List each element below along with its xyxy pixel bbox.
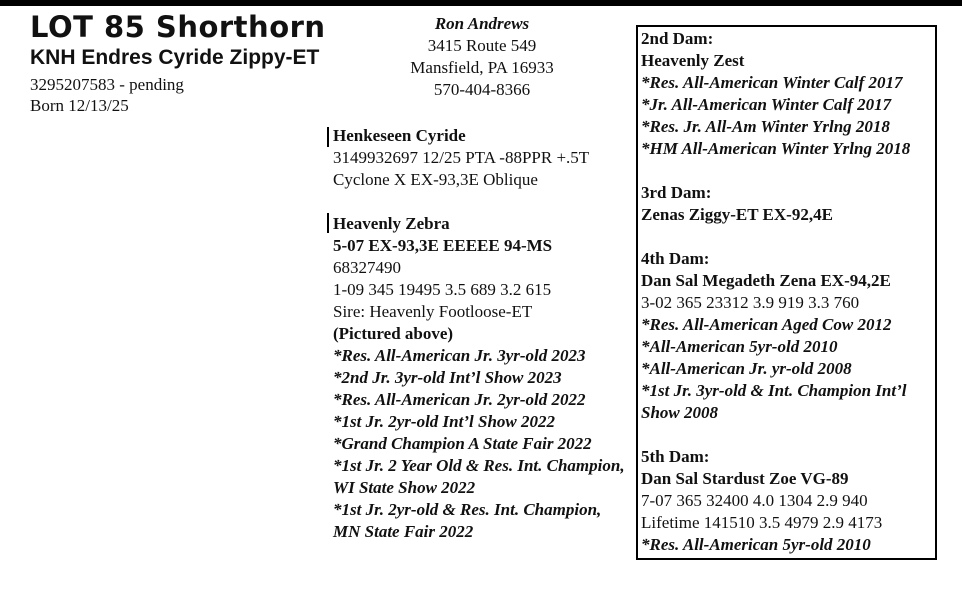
fourth-dam-honor: *All-American 5yr-old 2010 — [641, 337, 838, 356]
dam-record: 1-09 345 19495 3.5 689 3.2 615 — [333, 280, 552, 299]
second-dam-honor: *Jr. All-American Winter Calf 2017 — [641, 95, 892, 114]
dam-block — [333, 213, 628, 543]
consignor-name: Ron Andrews — [434, 14, 530, 33]
third-dam-heading: 3rd Dam: — [641, 183, 712, 202]
dam-sire: Sire: Heavenly Footloose-ET — [333, 302, 533, 321]
pedigree-bracket-sire — [327, 127, 329, 147]
fourth-dam-name: Dan Sal Megadeth Zena EX-94,2E — [641, 271, 891, 290]
fourth-dam-heading: 4th Dam: — [641, 249, 710, 268]
consignor-address-line2: Mansfield, PA 16933 — [410, 58, 554, 77]
spacer — [641, 160, 931, 182]
fifth-dam-heading: 5th Dam: — [641, 447, 710, 466]
second-dam-honor: *Res. Jr. All-Am Winter Yrlng 2018 — [641, 117, 890, 136]
second-dam-honor: *Res. All-American Winter Calf 2017 — [641, 73, 903, 92]
dam-honor: *1st Jr. 2yr-old & Res. Int. Champion, MN State Fair 2022 — [333, 500, 602, 541]
dam-honor: *1st Jr. 2yr-old Int’l Show 2022 — [333, 412, 555, 431]
top-rule — [0, 0, 962, 6]
sire-pedigree: Cyclone X EX-93,3E Oblique — [333, 170, 538, 189]
fifth-dam-record: 7-07 365 32400 4.0 1304 2.9 940 — [641, 491, 868, 510]
dam-honor: *Grand Champion A State Fair 2022 — [333, 434, 592, 453]
animal-name: KNH Endres Cyride Zippy-ET — [30, 46, 320, 69]
fourth-dam-honor: *1st Jr. 3yr-old & Int. Champion Int’l Show 2008 — [641, 381, 907, 422]
fourth-dam-honor: *All-American Jr. yr-old 2008 — [641, 359, 852, 378]
second-dam-name: Heavenly Zest — [641, 51, 745, 70]
dam-name: Heavenly Zebra — [333, 214, 450, 233]
birth-date: Born 12/13/25 — [30, 96, 129, 115]
fifth-dam-lifetime: Lifetime 141510 3.5 4979 2.9 4173 — [641, 513, 883, 532]
sire-info: 3149932697 12/25 PTA -88PPR +.5T — [333, 148, 590, 167]
fourth-dam-record: 3-02 365 23312 3.9 919 3.3 760 — [641, 293, 860, 312]
fifth-dam-name: Dan Sal Stardust Zoe VG-89 — [641, 469, 849, 488]
lot-title: LOT 85 Shorthorn — [30, 10, 326, 44]
fourth-dam-honor: *Res. All-American Aged Cow 2012 — [641, 315, 892, 334]
spacer — [641, 226, 931, 248]
dam-pictured-note: (Pictured above) — [333, 324, 454, 343]
consignor-phone: 570-404-8366 — [433, 80, 531, 99]
dam-honor: *1st Jr. 2 Year Old & Res. Int. Champion, WI State Show 2022 — [333, 456, 625, 497]
consignor-address-line1: 3415 Route 549 — [427, 36, 537, 55]
dam-honor: *2nd Jr. 3yr-old Int’l Show 2023 — [333, 368, 562, 387]
maternal-pedigree-content — [641, 28, 931, 556]
second-dam-honor: *HM All-American Winter Yrlng 2018 — [641, 139, 911, 158]
consignor-block — [382, 13, 582, 101]
registration-number: 3295207583 - pending — [30, 75, 184, 94]
dam-honor: *Res. All-American Jr. 2yr-old 2022 — [333, 390, 586, 409]
dam-classification: 5-07 EX-93,3E EEEEE 94-MS — [333, 236, 553, 255]
sire-name: Henkeseen Cyride — [333, 126, 466, 145]
pedigree-bracket-dam — [327, 213, 329, 233]
third-dam-name: Zenas Ziggy-ET EX-92,4E — [641, 205, 833, 224]
dam-honor: *Res. All-American Jr. 3yr-old 2023 — [333, 346, 586, 365]
fifth-dam-honor: *Res. All-American 5yr-old 2010 — [641, 535, 871, 554]
dam-registration: 68327490 — [333, 258, 401, 277]
sire-block — [333, 125, 589, 191]
spacer — [641, 424, 931, 446]
second-dam-heading: 2nd Dam: — [641, 29, 714, 48]
